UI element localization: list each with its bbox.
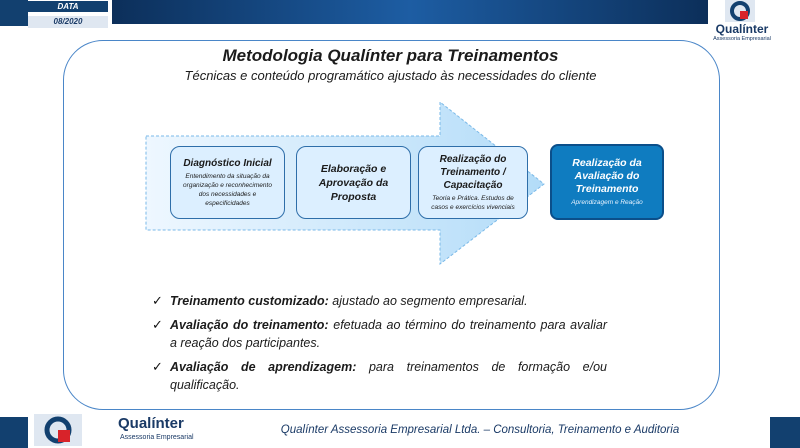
logo-mark-icon [34, 414, 82, 446]
checkmark-icon: ✓ [152, 317, 163, 332]
bullet-heading: Avaliação de aprendizagem: [170, 360, 357, 374]
bullet-heading: Treinamento customizado: [170, 294, 329, 308]
step-title: Realização da Avaliação do Treinamento [572, 157, 642, 195]
step-description: Entendimento da situação da organização e reconhecimento dos necessidades e especificidades [183, 173, 272, 207]
step-title: Elaboração e Aprovação da Proposta [318, 162, 389, 203]
step-realizacao [418, 146, 528, 219]
logo-name: Qualínter [715, 22, 769, 36]
step-diagnostico [170, 146, 285, 219]
logo-name: Qualínter [118, 415, 184, 432]
bullet-text: para treinamentos de formação e/ou qualificação. [170, 360, 607, 392]
step-description: Aprendizagem e Reação [571, 199, 643, 206]
footer-bar-right [770, 417, 800, 448]
list-item [152, 292, 607, 310]
bullet-text: ajustado ao segmento empresarial. [328, 294, 528, 308]
top-banner [0, 0, 800, 26]
list-item [152, 358, 607, 394]
step-title: Diagnóstico Inicial [183, 158, 272, 169]
footer-text: Qualínter Assessoria Empresarial Ltda. – Consultoria, Treinamento e Auditoria [280, 424, 680, 436]
date-label: DATA [28, 1, 108, 12]
step-proposta [296, 146, 411, 219]
page-title: Metodologia Qualínter para Treinamentos [222, 46, 559, 65]
step-avaliacao [550, 144, 664, 220]
bullet-text: efetuada ao término do treinamento para avaliar a reação dos participantes. [170, 318, 607, 350]
bullet-heading: Avaliação do treinamento: [170, 318, 329, 332]
logo-mark-icon [725, 0, 755, 22]
company-logo [707, 0, 773, 44]
logo-tagline: Assessoria Empresarial [713, 36, 771, 42]
logo-tagline: Assessoria Empresarial [120, 434, 194, 441]
list-item [152, 316, 607, 352]
checkmark-icon: ✓ [152, 293, 163, 308]
step-description: Teoria e Prática. Estudos de casos e exercícios vivenciais [431, 195, 515, 211]
footer-logo [34, 412, 199, 448]
checkmark-icon: ✓ [152, 359, 163, 374]
page-subtitle: Técnicas e conteúdo programático ajustado às necessidades do cliente [184, 68, 597, 83]
benefits-list [152, 292, 607, 400]
step-title: Realização do Treinamento / Capacitação [439, 154, 507, 191]
date-value: 08/2020 [28, 16, 108, 28]
footer-bar-left [0, 417, 28, 448]
